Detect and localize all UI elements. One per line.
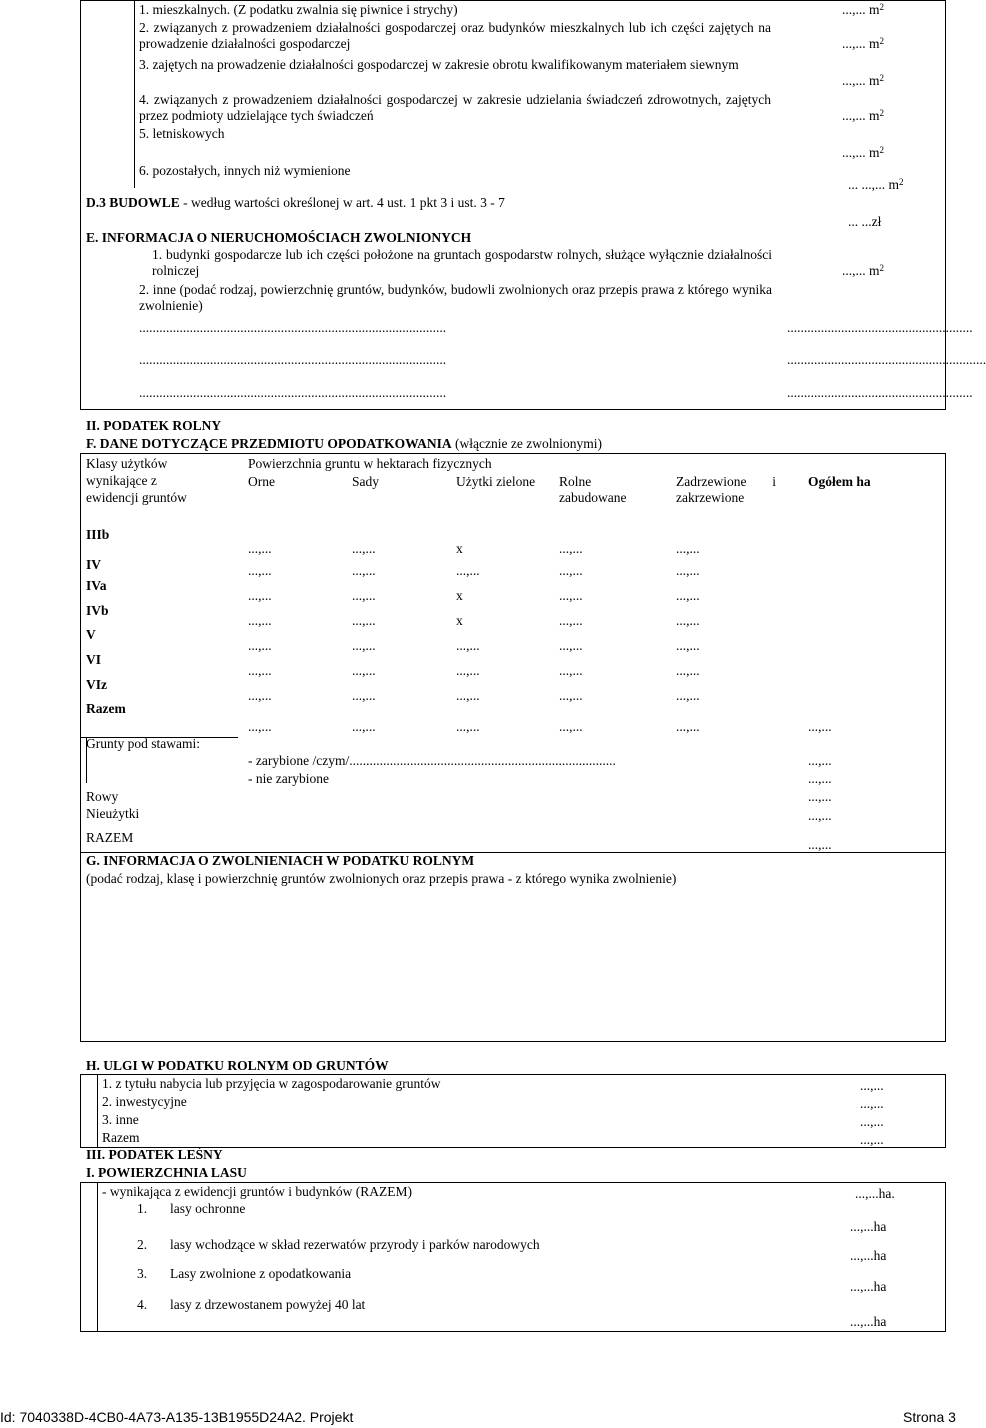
e-dots-left-1: ........................................................................................... — [139, 320, 447, 335]
land-class-cell: ...,... — [559, 588, 583, 603]
i-item-3-value: ...,...ha — [850, 1279, 887, 1294]
h-item-3: 3. inne — [102, 1112, 139, 1127]
land-class-cell: ...,... — [352, 638, 376, 653]
d3-heading: D.3 BUDOWLE - według wartości określonej w art. 4 ust. 1 pkt 3 i ust. 3 - 7 — [86, 195, 505, 210]
land-class-cell: ...,... — [248, 541, 272, 556]
i-item-4-num: 4. — [137, 1297, 148, 1312]
land-class-cell: ...,... — [676, 638, 700, 653]
d2-item-6-value: ... ...,... $m^2$ — [848, 177, 904, 192]
footer-page: Strona 3 — [903, 1409, 956, 1425]
section-h-inner-rule — [97, 1074, 98, 1148]
col-zadrzewione: Zadrzewione i zakrzewione — [676, 474, 776, 505]
land-class-cell: ...,... — [559, 688, 583, 703]
land-class-cell: ...,... — [559, 663, 583, 678]
footer-id: Id: 7040338D-4CB0-4A73-A135-13B1955D24A2. Projekt — [0, 1409, 354, 1425]
h-item-1: 1. z tytułu nabycia lub przyjęcia w zagospodarowanie gruntów — [102, 1076, 441, 1091]
i-item-1-num: 1. — [137, 1201, 148, 1216]
section-iii-title: III. PODATEK LEŚNY — [86, 1147, 223, 1162]
land-class-cell: ...,... — [456, 688, 480, 703]
i-item-1-value: ...,...ha — [850, 1219, 887, 1234]
land-class-cell: ...,... — [248, 688, 272, 703]
land-class-label: VIz — [86, 677, 107, 692]
d2-item-5: 5. letniskowych — [139, 126, 225, 141]
i-item-3-num: 3. — [137, 1266, 148, 1281]
d2-item-3-value: ...,... $m^2$ — [842, 73, 885, 88]
e-item-2: 2. inne (podać rodzaj, powierzchnię gruntów, budynków, budowli zwolnionych oraz przepis prawa z którego wynika zwolnienie) — [139, 282, 772, 313]
e-dots-right-3: ....................................................... — [787, 385, 973, 400]
d2-item-5-value: ...,... $m^2$ — [842, 145, 885, 160]
h-item-razem-value: ...,... — [860, 1132, 884, 1147]
land-class-cell: ...,... — [352, 588, 376, 603]
land-class-cell: ...,... — [456, 563, 480, 578]
land-class-cell: ...,... — [248, 563, 272, 578]
land-class-cell: ...,... — [352, 663, 376, 678]
nie-zarybione-value: ...,... — [808, 771, 832, 786]
land-class-cell: ...,... — [676, 588, 700, 603]
i-item-4: lasy z drzewostanem powyżej 40 lat — [170, 1297, 366, 1312]
land-class-cell: ...,... — [559, 638, 583, 653]
land-class-cell: ...,... — [352, 719, 376, 734]
land-class-cell: ...,... — [559, 563, 583, 578]
land-class-cell: ...,... — [352, 613, 376, 628]
razem-value: ...,... — [808, 837, 832, 852]
d2-item-2: 2. związanych z prowadzeniem działalności gospodarczej oraz budynków mieszkalnych lub ich części zajętych na prowadzenie działalności gospodarczej — [139, 20, 771, 51]
i-item-2-value: ...,...ha — [850, 1248, 887, 1263]
e-item-1: 1. budynki gospodarcze lub ich części położone na gruntach gospodarstw rolnych, służące wyłącznie działalności rolniczej — [152, 247, 772, 278]
nieuzytki-label: Nieużytki — [86, 806, 140, 821]
land-class-label: IV — [86, 557, 102, 572]
land-class-cell: ...,... — [248, 719, 272, 734]
col-ogolem: Ogółem ha — [808, 474, 871, 489]
land-class-label: Razem — [86, 701, 126, 716]
g-subtitle: (podać rodzaj, klasę i powierzchnię gruntów zwolnionych oraz przepis prawa - z którego wynika zwolnienie) — [86, 871, 677, 886]
nie-zarybione: - nie zarybione — [248, 771, 329, 786]
land-class-cell: ...,... — [456, 663, 480, 678]
i-item-2-num: 2. — [137, 1237, 148, 1252]
zarybione-value: ...,... — [808, 753, 832, 768]
land-class-cell: x — [456, 588, 463, 603]
land-class-cell: ...,... — [808, 719, 832, 734]
land-class-label: VI — [86, 652, 102, 667]
razem-label: RAZEM — [86, 830, 134, 845]
land-class-cell: ...,... — [352, 563, 376, 578]
nieuzytki-value: ...,... — [808, 808, 832, 823]
land-class-cell: ...,... — [248, 588, 272, 603]
g-heading: G. INFORMACJA O ZWOLNIENIACH W PODATKU ROLNYM — [86, 853, 475, 868]
i-main-label: - wynikająca z ewidencji gruntów i budynków (RAZEM) — [102, 1184, 413, 1199]
e-dots-right-1: ....................................................... — [787, 320, 973, 335]
h-item-2: 2. inwestycyjne — [102, 1094, 187, 1109]
d2-item-2-value: ...,... $m^2$ — [842, 36, 885, 51]
land-class-cell: ...,... — [676, 613, 700, 628]
stawy-label: Grunty pod stawami: — [86, 736, 200, 751]
land-class-label: V — [86, 627, 96, 642]
col-klasy-line-3: ewidencji gruntów — [86, 490, 187, 505]
d3-value: ... ...zł — [848, 214, 882, 229]
land-class-cell: ...,... — [456, 719, 480, 734]
land-class-cell: ...,... — [676, 663, 700, 678]
e-item-1-value: ...,... $m^2$ — [842, 263, 885, 278]
land-class-cell: ...,... — [248, 638, 272, 653]
h-item-razem: Razem — [102, 1130, 140, 1145]
land-class-cell: ...,... — [676, 541, 700, 556]
land-class-cell: ...,... — [248, 663, 272, 678]
land-class-cell: ...,... — [676, 688, 700, 703]
section-ii-title: II. PODATEK ROLNY — [86, 418, 222, 433]
rowy-label: Rowy — [86, 789, 119, 804]
i-item-3: Lasy zwolnione z opodatkowania — [170, 1266, 352, 1281]
section-i-inner-rule — [97, 1182, 98, 1332]
section-d-e-inner-rule — [134, 0, 135, 188]
col-area-heading: Powierzchnia gruntu w hektarach fizycznych — [248, 456, 492, 471]
d2-item-6: 6. pozostałych, innych niż wymienione — [139, 163, 351, 178]
d2-item-1-value: ...,... $m^2$ — [842, 2, 885, 17]
e-dots-left-2: ........................................................................................... — [139, 352, 447, 367]
d2-item-1: 1. mieszkalnych. (Z podatku zwalnia się piwnice i strychy) — [139, 2, 458, 17]
section-i-title: I. POWIERZCHNIA LASU — [86, 1165, 247, 1180]
col-uzytki: Użytki zielone — [456, 474, 536, 489]
land-class-cell: ...,... — [248, 613, 272, 628]
rowy-value: ...,... — [808, 789, 832, 804]
land-class-cell: ...,... — [676, 719, 700, 734]
land-class-cell: ...,... — [352, 541, 376, 556]
i-main-value: ...,...ha. — [855, 1186, 895, 1201]
h-item-1-value: ...,... — [860, 1078, 884, 1093]
land-class-label: IVb — [86, 603, 109, 618]
i-item-2: lasy wchodzące w skład rezerwatów przyrody i parków narodowych — [170, 1237, 540, 1252]
land-class-label: IIIb — [86, 527, 110, 542]
col-orne: Orne — [248, 474, 275, 489]
d2-item-4: 4. związanych z prowadzeniem działalności gospodarczej w zakresie udzielania świadczeń zdrowotnych, zajętych przez podmioty udzielające tych świadczeń — [139, 92, 771, 123]
land-class-cell: ...,... — [559, 613, 583, 628]
i-item-4-value: ...,...ha — [850, 1314, 887, 1329]
land-class-cell: ...,... — [676, 563, 700, 578]
zarybione: - zarybione /czym/............................................................................... — [248, 753, 616, 768]
col-rolne: Rolne zabudowane — [559, 474, 627, 505]
i-item-1: lasy ochronne — [170, 1201, 246, 1216]
land-class-label: IVa — [86, 578, 107, 593]
land-class-cell: ...,... — [559, 719, 583, 734]
section-f-heading: F. DANE DOTYCZĄCE PRZEDMIOTU OPODATKOWANIA (włącznie ze zwolnionymi) — [86, 436, 602, 451]
e-dots-right-2: ........................................................... — [787, 352, 986, 367]
col-sady: Sady — [352, 474, 379, 489]
d2-item-4-value: ...,... $m^2$ — [842, 108, 885, 123]
e-dots-left-3: ........................................................................................... — [139, 385, 447, 400]
land-class-cell: x — [456, 613, 463, 628]
e-heading: E. INFORMACJA O NIERUCHOMOŚCIACH ZWOLNIONYCH — [86, 230, 472, 245]
land-class-cell: ...,... — [456, 638, 480, 653]
h-heading: H. ULGI W PODATKU ROLNYM OD GRUNTÓW — [86, 1058, 389, 1073]
d2-item-3: 3. zajętych na prowadzenie działalności gospodarczej w zakresie obrotu kwalifikowanym materiałem siewnym — [139, 57, 739, 72]
col-klasy-line-1: Klasy użytków — [86, 456, 168, 471]
h-item-2-value: ...,... — [860, 1096, 884, 1111]
land-class-cell: ...,... — [352, 688, 376, 703]
col-klasy-line-2: wynikające z — [86, 473, 157, 488]
h-item-3-value: ...,... — [860, 1114, 884, 1129]
land-class-cell: x — [456, 541, 463, 556]
land-class-cell: ...,... — [559, 541, 583, 556]
